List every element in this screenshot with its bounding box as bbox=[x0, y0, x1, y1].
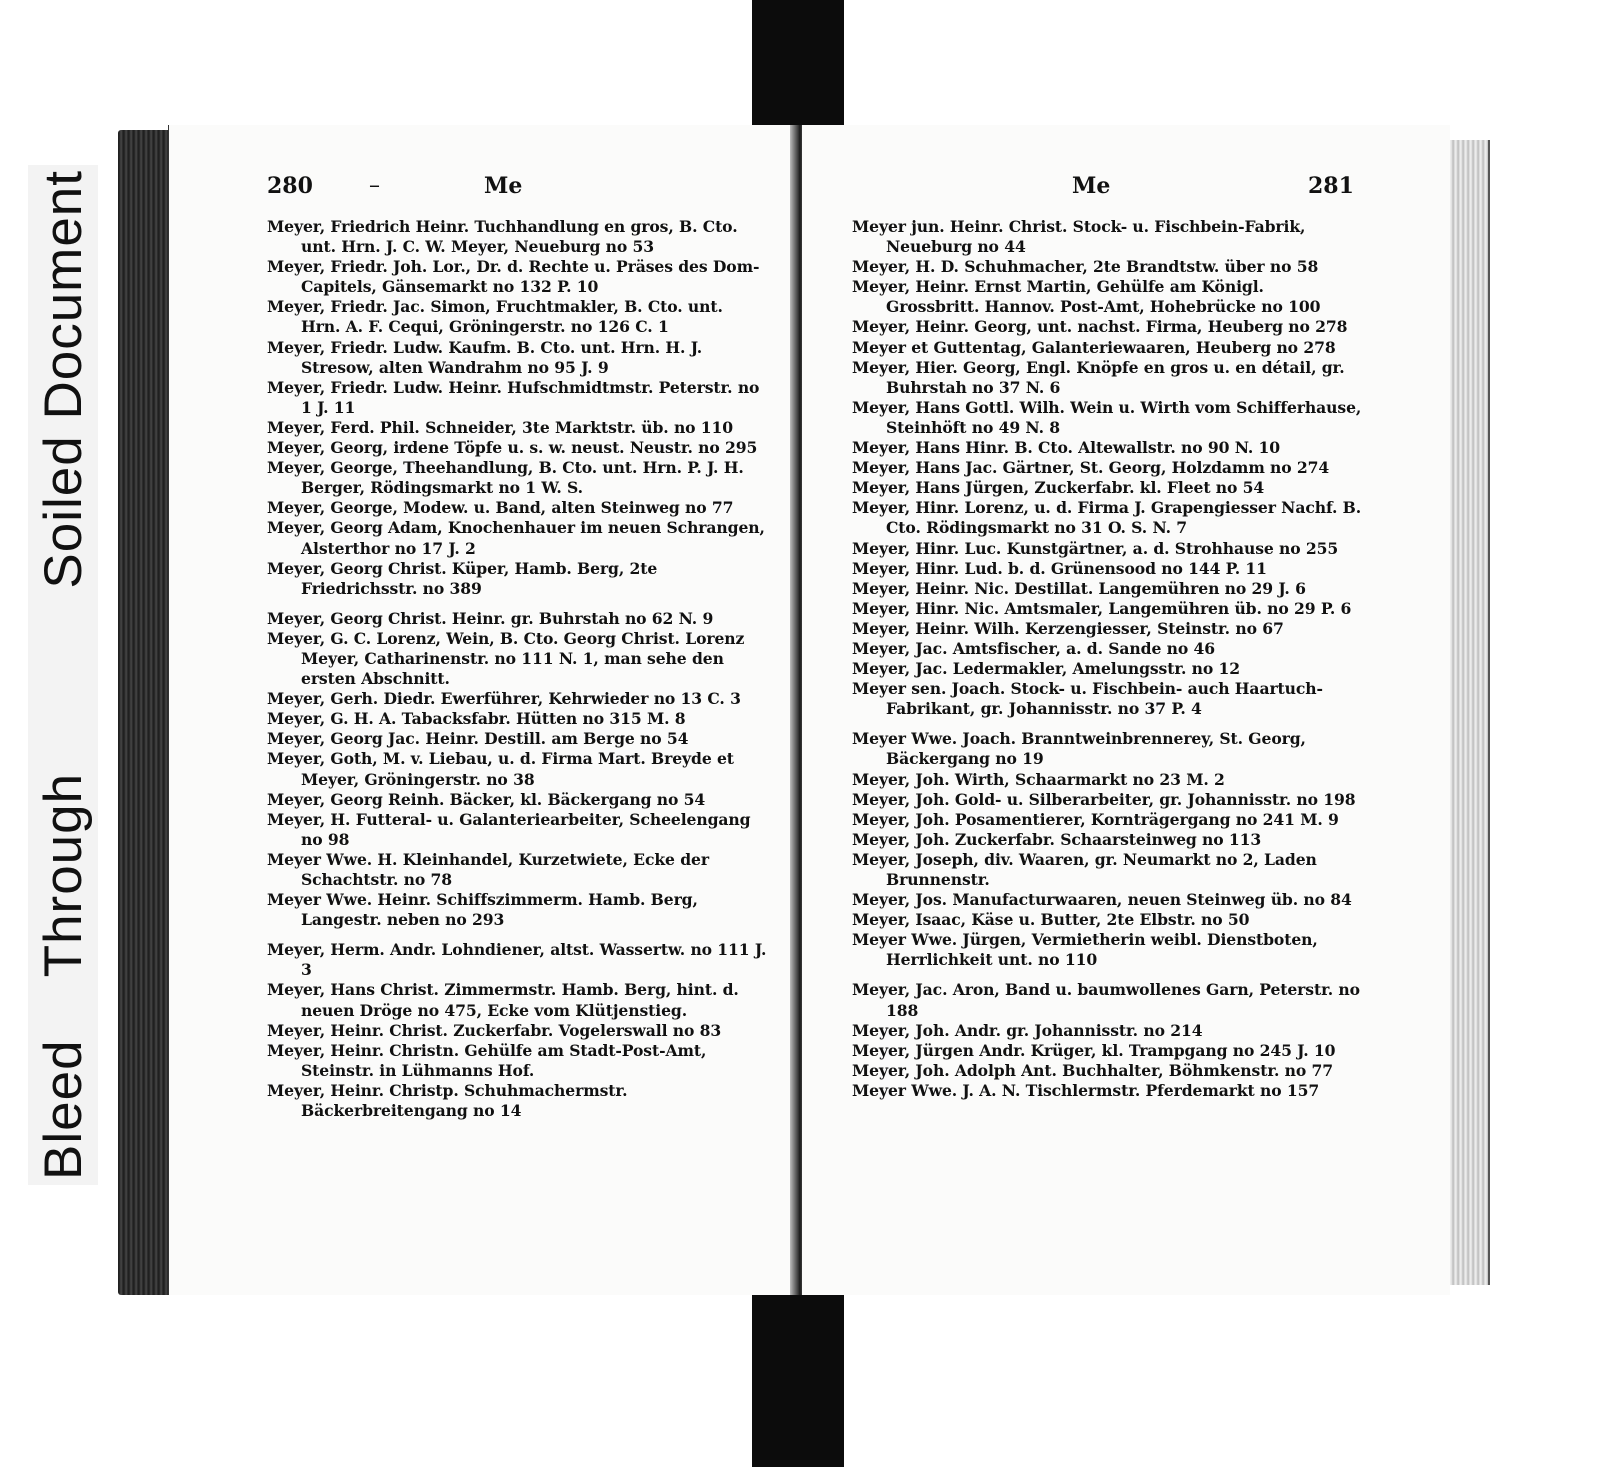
open-book bbox=[118, 125, 1490, 1300]
right-page bbox=[802, 125, 1450, 1295]
side-label-word-soiled-document: Soiled Document bbox=[33, 170, 93, 589]
side-label-text bbox=[28, 170, 98, 1180]
left-page-number: 280 bbox=[267, 173, 313, 199]
book-edge-right bbox=[1450, 140, 1490, 1285]
directory-entry: Meyer Wwe. Heinr. Schiffszimmerm. Hamb. Berg, Langestr. neben no 293 bbox=[267, 890, 698, 930]
directory-entry: Meyer, Georg Reinh. Bäcker, kl. Bäckergang no 54 bbox=[267, 789, 706, 809]
directory-entry: Meyer, Hans Gottl. Wilh. Wein u. Wirth vom Schifferhause, Steinhöft no 49 N. 8 bbox=[852, 397, 1362, 437]
directory-entry: Meyer Wwe. H. Kleinhandel, Kurzetwiete, Ecke der Schachtstr. no 78 bbox=[267, 849, 709, 889]
directory-entry: Meyer, Friedr. Jac. Simon, Fruchtmakler, B. Cto. unt. Hrn. A. F. Cequi, Gröningerstr. no 126 C. 1 bbox=[267, 297, 723, 337]
directory-entry: Meyer, Jac. Ledermakler, Amelungsstr. no 12 bbox=[852, 659, 1241, 679]
directory-entry: Meyer, Isaac, Käse u. Butter, 2te Elbstr. no 50 bbox=[852, 910, 1250, 930]
directory-entry: Meyer, Jac. Aron, Band u. baumwollenes Garn, Peterstr. no 188 bbox=[852, 980, 1360, 1020]
directory-entry: Meyer, Hinr. Lud. b. d. Grünensood no 144 P. 11 bbox=[852, 558, 1267, 578]
directory-entry: Meyer, Hinr. Luc. Kunstgärtner, a. d. Strohhause no 255 bbox=[852, 538, 1339, 558]
ribbon-bookmark-bottom bbox=[752, 1285, 844, 1467]
ribbon-bookmark-top bbox=[752, 0, 844, 132]
side-label bbox=[28, 165, 98, 1185]
directory-entry: Meyer, Joseph, div. Waaren, gr. Neumarkt no 2, Laden Brunnenstr. bbox=[852, 849, 1317, 889]
directory-entry: Meyer, Joh. Zuckerfabr. Schaarsteinweg no 113 bbox=[852, 829, 1262, 849]
right-page-header-key: Me bbox=[1072, 173, 1111, 199]
directory-entry: Meyer, Hinr. Nic. Amtsmaler, Langemühren üb. no 29 P. 6 bbox=[852, 598, 1352, 618]
directory-entry: Meyer, Joh. Posamentierer, Kornträgergang no 241 M. 9 bbox=[852, 809, 1339, 829]
directory-entry: Meyer, Jos. Manufacturwaaren, neuen Steinweg üb. no 84 bbox=[852, 890, 1352, 910]
directory-entry: Meyer, Joh. Adolph Ant. Buchhalter, Böhmkenstr. no 77 bbox=[852, 1060, 1334, 1080]
directory-entry: Meyer, Georg Christ. Küper, Hamb. Berg, 2te Friedrichsstr. no 389 bbox=[267, 558, 658, 598]
left-page-dash: – bbox=[369, 173, 380, 198]
side-label-word-bleed: Bleed bbox=[33, 1039, 93, 1180]
left-page-header bbox=[169, 173, 799, 213]
directory-entry: Meyer, Hans Jac. Gärtner, St. Georg, Holzdamm no 274 bbox=[852, 458, 1330, 478]
directory-entry: Meyer Wwe. Joach. Branntweinbrennerey, St. Georg, Bäckergang no 19 bbox=[852, 729, 1306, 769]
directory-entry: Meyer, H. Futteral- u. Galanteriearbeiter, Scheelengang no 98 bbox=[267, 809, 751, 849]
directory-entry: Meyer, Heinr. Georg, unt. nachst. Firma, Heuberg no 278 bbox=[852, 317, 1348, 337]
directory-entry: Meyer, Herm. Andr. Lohndiener, altst. Wassertw. no 111 J. 3 bbox=[267, 940, 767, 980]
directory-entry: Meyer, Hinr. Lorenz, u. d. Firma J. Grapengiesser Nachf. B. Cto. Rödingsmarkt no 31 O. S. N. 7 bbox=[852, 498, 1362, 538]
directory-entry: Meyer, Ferd. Phil. Schneider, 3te Marktstr. üb. no 110 bbox=[267, 417, 734, 437]
directory-entry: Meyer, H. D. Schuhmacher, 2te Brandtstw. über no 58 bbox=[852, 257, 1319, 277]
directory-entry: Meyer, Friedr. Joh. Lor., Dr. d. Rechte u. Präses des Dom-Capitels, Gänsemarkt no 132 P. 10 bbox=[267, 257, 760, 297]
side-label-word-through: Through bbox=[33, 772, 93, 978]
directory-entry: Meyer, Friedr. Ludw. Kaufm. B. Cto. unt. Hrn. H. J. Stresow, alten Wandrahm no 95 J. 9 bbox=[267, 337, 703, 377]
directory-entry: Meyer, Georg, irdene Töpfe u. s. w. neust. Neustr. no 295 bbox=[267, 438, 758, 458]
left-page-entries bbox=[267, 217, 767, 1121]
left-page-header-key: Me bbox=[484, 173, 523, 199]
directory-entry: Meyer sen. Joach. Stock- u. Fischbein- auch Haartuch-Fabrikant, gr. Johannisstr. no 37 P. 4 bbox=[852, 679, 1323, 719]
directory-entry: Meyer, Friedr. Ludw. Heinr. Hufschmidtmstr. Peterstr. no 1 J. 11 bbox=[267, 377, 760, 417]
directory-entry: Meyer, Hier. Georg, Engl. Knöpfe en gros u. en détail, gr. Buhrstah no 37 N. 6 bbox=[852, 357, 1345, 397]
directory-entry: Meyer, George, Modew. u. Band, alten Steinweg no 77 bbox=[267, 498, 734, 518]
directory-entry: Meyer, George, Theehandlung, B. Cto. unt. Hrn. P. J. H. Berger, Rödingsmarkt no 1 W. S. bbox=[267, 458, 744, 498]
directory-entry: Meyer, G. H. A. Tabacksfabr. Hütten no 315 M. 8 bbox=[267, 709, 686, 729]
directory-entry: Meyer, Hans Christ. Zimmermstr. Hamb. Berg, hint. d. neuen Dröge no 475, Ecke vom Klütjenstieg. bbox=[267, 980, 739, 1020]
directory-entry: Meyer, Heinr. Nic. Destillat. Langemühren no 29 J. 6 bbox=[852, 578, 1306, 598]
directory-entry: Meyer, Heinr. Christn. Gehülfe am Stadt-Post-Amt, Steinstr. in Lühmanns Hof. bbox=[267, 1040, 707, 1080]
directory-entry: Meyer, Georg Jac. Heinr. Destill. am Berge no 54 bbox=[267, 729, 689, 749]
directory-entry: Meyer, Jürgen Andr. Krüger, kl. Trampgang no 245 J. 10 bbox=[852, 1040, 1336, 1060]
directory-entry: Meyer, Georg Adam, Knochenhauer im neuen Schrangen, Alsterthor no 17 J. 2 bbox=[267, 518, 765, 558]
directory-entry: Meyer, Heinr. Christ. Zuckerfabr. Vogelerswall no 83 bbox=[267, 1020, 722, 1040]
right-page-number: 281 bbox=[1308, 173, 1354, 199]
right-page-entries bbox=[852, 217, 1362, 1101]
right-page-header bbox=[802, 173, 1450, 213]
directory-entry: Meyer, Heinr. Christp. Schuhmachermstr. Bäckerbreitengang no 14 bbox=[267, 1080, 628, 1121]
directory-entry: Meyer, Joh. Wirth, Schaarmarkt no 23 M. 2 bbox=[852, 769, 1225, 789]
directory-entry: Meyer, Hans Jürgen, Zuckerfabr. kl. Fleet no 54 bbox=[852, 478, 1265, 498]
directory-entry: Meyer, Friedrich Heinr. Tuchhandlung en gros, B. Cto. unt. Hrn. J. C. W. Meyer, Neueburg no 53 bbox=[267, 217, 738, 257]
directory-entry: Meyer, Gerh. Diedr. Ewerführer, Kehrwieder no 13 C. 3 bbox=[267, 689, 741, 709]
directory-entry: Meyer Wwe. J. A. N. Tischlermstr. Pferdemarkt no 157 bbox=[852, 1080, 1320, 1100]
left-page bbox=[168, 125, 799, 1295]
directory-entry: Meyer, Heinr. Wilh. Kerzengiesser, Steinstr. no 67 bbox=[852, 618, 1284, 638]
directory-entry: Meyer, Heinr. Ernst Martin, Gehülfe am Königl. Grossbritt. Hannov. Post-Amt, Hohebrücke no 100 bbox=[852, 277, 1321, 317]
directory-entry: Meyer jun. Heinr. Christ. Stock- u. Fischbein-Fabrik, Neueburg no 44 bbox=[852, 217, 1306, 257]
directory-entry: Meyer, Joh. Gold- u. Silberarbeiter, gr. Johannisstr. no 198 bbox=[852, 789, 1356, 809]
directory-entry: Meyer, Hans Hinr. B. Cto. Altewallstr. no 90 N. 10 bbox=[852, 438, 1281, 458]
directory-entry: Meyer, Georg Christ. Heinr. gr. Buhrstah no 62 N. 9 bbox=[267, 608, 714, 628]
directory-entry: Meyer, Goth, M. v. Liebau, u. d. Firma Mart. Breyde et Meyer, Gröningerstr. no 38 bbox=[267, 749, 734, 789]
directory-entry: Meyer et Guttentag, Galanteriewaaren, Heuberg no 278 bbox=[852, 337, 1336, 357]
directory-entry: Meyer, G. C. Lorenz, Wein, B. Cto. Georg Christ. Lorenz Meyer, Catharinenstr. no 111 N. 1, man sehe den ersten Abschnitt. bbox=[267, 628, 745, 689]
directory-entry: Meyer, Jac. Amtsfischer, a. d. Sande no 46 bbox=[852, 638, 1215, 658]
directory-entry: Meyer, Joh. Andr. gr. Johannisstr. no 214 bbox=[852, 1020, 1203, 1040]
directory-entry: Meyer Wwe. Jürgen, Vermietherin weibl. Dienstboten, Herrlichkeit unt. no 110 bbox=[852, 930, 1318, 970]
